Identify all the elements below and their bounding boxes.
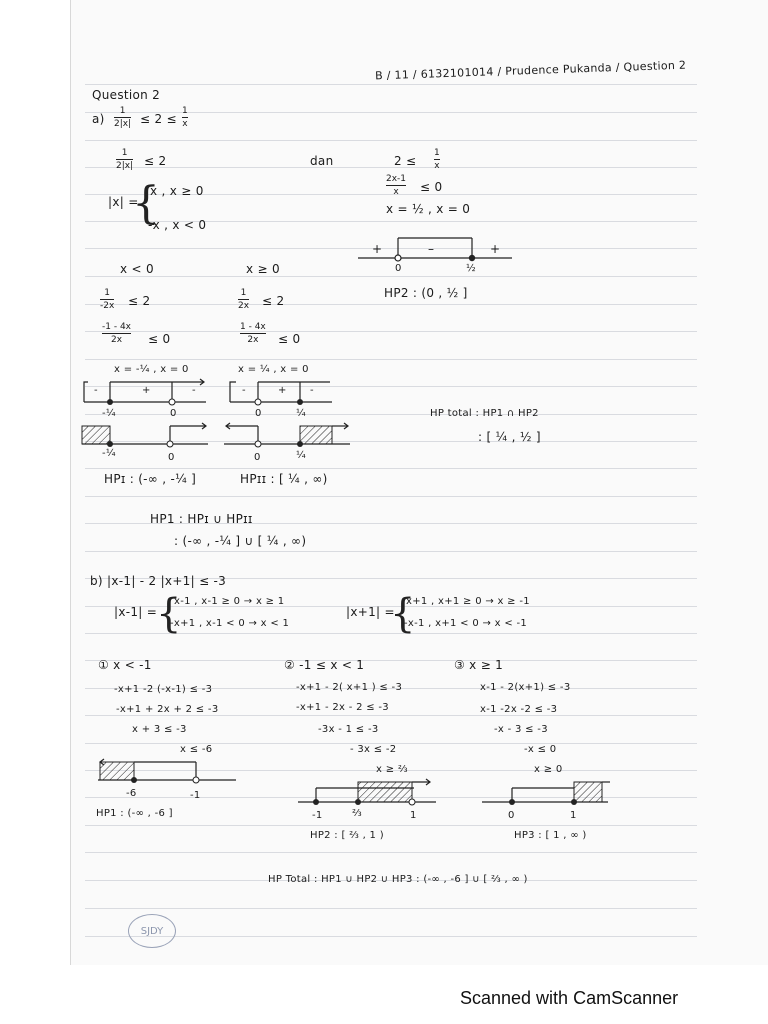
sign-plus-2: + [490,242,501,256]
right-fraction-1 [238,288,249,311]
case-1-line: -x+1 -2 (-x-1) ≤ -3 [114,684,213,695]
case-3-line: x-1 -2x -2 ≤ -3 [480,704,558,715]
left-fraction [116,148,133,171]
fraction-denominator: 2|x| [116,161,134,171]
abs-case-2: -x , x < 0 [148,218,207,232]
part-a-inequality: ≤ 2 ≤ [140,112,177,126]
case-3-line: -x ≤ 0 [524,744,557,755]
abs1-case-2: -x+1 , x-1 < 0 → x < 1 [170,618,290,629]
fraction-numerator: 1 [119,106,126,116]
tick-label: ½ [466,263,476,274]
abs1-case-1: x-1 , x-1 ≥ 0 → x ≥ 1 [174,596,285,607]
abs-x-label: |x| = [108,195,139,209]
hp-total-value: : [ ¼ , ½ ] [478,430,541,444]
fraction-denominator: x [182,119,188,129]
case-3-line: -x - 3 ≤ -3 [494,724,548,735]
tick-label: 0 [255,408,262,419]
sign-l-1: - [94,385,98,396]
dan-word: dan [310,154,334,168]
case-2-line: -x+1 - 2( x+1 ) ≤ -3 [296,682,403,693]
fraction-numerator: 1 [121,148,128,158]
number-line-hpi [80,420,214,454]
tick-label: -1 [312,810,323,821]
abs2-case-1: x+1 , x+1 ≥ 0 → x ≥ -1 [406,596,530,607]
right-roots: x = ½ , x = 0 [386,202,471,216]
fraction-numerator: 1 [434,148,440,158]
tick-label: -6 [126,788,137,799]
case-1-line: x ≤ -6 [180,744,213,755]
sign-plus-1: + [372,242,383,256]
case-2-header: ② -1 ≤ x < 1 [284,658,365,672]
fraction-denominator: -2x [100,301,115,311]
fraction-denominator: x [393,187,399,197]
page-header: B / 11 / 6132101014 / Prudence Pukanda / Question 2 [374,58,687,83]
sign-l-2: + [142,385,151,396]
sign-r-1: - [242,385,246,396]
left-fraction-1-rest: ≤ 2 [128,294,151,308]
abs2-label: |x+1| = [346,605,395,619]
right-fraction [434,148,440,171]
left-inequality: ≤ 2 [144,154,167,168]
sign-l-3: - [192,385,196,396]
tick-label: -1 [190,790,201,801]
stamp-logo: SJDY [128,914,176,948]
case-right-header: x ≥ 0 [246,262,280,276]
left-roots: x = -¼ , x = 0 [114,364,189,375]
right-fraction-1-rest: ≤ 2 [262,294,285,308]
sign-minus: – [428,242,435,256]
sign-r-2: + [278,385,287,396]
tick-label: 0 [170,408,177,419]
hp2-result: HP2 : (0 , ½ ] [384,286,468,300]
tick-label: 1 [570,810,577,821]
hp2-b-result: HP2 : [ ⅔ , 1 ) [310,830,384,841]
right-fraction-2-rest: ≤ 0 [278,332,301,346]
left-fraction-1 [100,288,114,311]
fraction-numerator: 2x-1 [386,174,407,184]
case-1-header: ① x < -1 [98,658,152,672]
case-2-line: x ≥ ⅔ [376,764,408,775]
hp-ii-result: HPɪɪ : [ ¼ , ∞) [240,472,328,486]
part-a-lhs-fraction [114,106,131,129]
number-line-case-1 [96,758,240,788]
part-b-title: b) |x-1| - 2 |x+1| ≤ -3 [90,574,227,588]
hp-i-result: HPɪ : (-∞ , -¼ ] [104,472,197,486]
case-2-line: -3x - 1 ≤ -3 [318,724,379,735]
fraction-numerator: 1 [182,106,188,116]
case-2-line: - 3x ≤ -2 [350,744,397,755]
right-roots-2: x = ¼ , x = 0 [238,364,309,375]
case-1-line: x + 3 ≤ -3 [132,724,187,735]
abs2-case-2: -x-1 , x+1 < 0 → x < -1 [404,618,528,629]
tick-label: 0 [168,452,175,463]
tick-label: 1 [410,810,417,821]
fraction-denominator: x [434,161,440,171]
step2-fraction [386,174,406,197]
fraction-denominator: 2x [238,301,250,311]
step2-rest: ≤ 0 [420,180,443,194]
case-3-line: x-1 - 2(x+1) ≤ -3 [480,682,571,693]
fraction-denominator: 2x [247,335,259,345]
hp1-union-line1: HP1 : HPɪ ∪ HPɪɪ [150,512,253,526]
part-a-label: a) [92,112,105,126]
fraction-numerator: 1 [104,288,111,298]
case-3-header: ③ x ≥ 1 [454,658,504,672]
tick-label: 0 [508,810,515,821]
left-fraction-2 [102,322,131,345]
tick-label: -¼ [102,448,116,459]
hp3-b-result: HP3 : [ 1 , ∞ ) [514,830,587,841]
case-3-line: x ≥ 0 [534,764,563,775]
fraction-numerator: -1 - 4x [102,322,131,332]
hp-total-label: HP total : HP1 ∩ HP2 [430,408,539,419]
right-fraction-2 [240,322,266,345]
abs1-brace: { [156,591,182,637]
tick-label: ¼ [296,408,306,419]
number-line-case-2 [296,776,440,806]
fraction-denominator: 2x [110,335,123,345]
camscanner-footer: Scanned with CamScanner [460,988,679,1008]
tick-label: 0 [254,452,261,463]
left-fraction-2-rest: ≤ 0 [148,332,171,346]
case-2-line: -x+1 - 2x - 2 ≤ -3 [296,702,389,713]
sign-r-3: - [310,385,314,396]
case-left-header: x < 0 [120,262,154,276]
abs1-label: |x-1| = [114,605,158,619]
number-line-case-3 [480,776,614,806]
hp-total-b: HP Total : HP1 ∪ HP2 ∪ HP3 : (-∞ , -6 ] ∪ [ ⅔ , ∞ ) [268,874,528,885]
abs2-brace: { [390,591,416,637]
tick-label: ⅔ [352,808,362,819]
tick-label: ¼ [296,450,306,461]
fraction-denominator: 2|x| [114,119,132,129]
tick-label: 0 [395,263,402,274]
fraction-numerator: 1 [240,288,247,298]
case-1-line: -x+1 + 2x + 2 ≤ -3 [116,704,219,715]
question-title: Question 2 [92,88,161,102]
part-a-rhs-fraction [182,106,188,129]
right-inequality: 2 ≤ [394,154,417,168]
abs-case-1: x , x ≥ 0 [150,184,204,198]
fraction-numerator: 1 - 4x [240,322,266,332]
tick-label: -¼ [102,408,116,419]
hp1-b-result: HP1 : (-∞ , -6 ] [96,808,173,819]
hp1-union-line2: : (-∞ , -¼ ] ∪ [ ¼ , ∞) [174,534,307,548]
number-line-hpii [222,420,356,454]
abs-brace: { [132,178,160,229]
